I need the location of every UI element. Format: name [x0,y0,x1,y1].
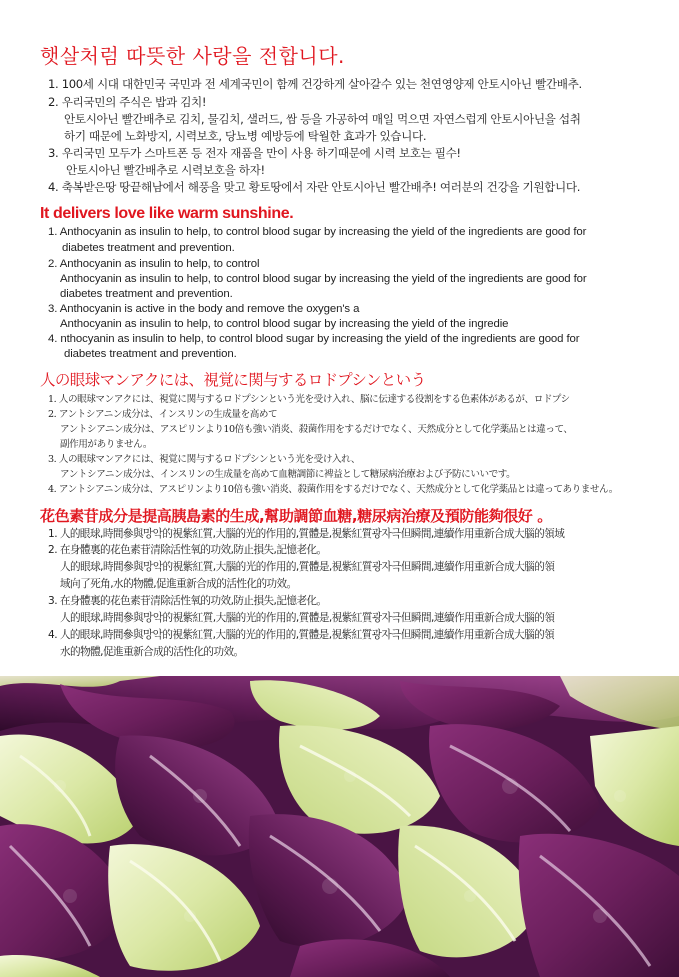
korean-line: 안토시아닌 빨간배추로 김치, 물김치, 샐러드, 쌈 등을 가공하여 매일 먹으면 자연스럽게 안토시아닌을 섭취 [64,112,581,126]
japanese-heading: 人の眼球マンアクには、視覚に関与するロドプシンという [40,371,426,389]
english-line: diabetes treatment and prevention. [60,288,233,300]
english-line: 4. nthocyanin as insulin to help, to control blood sugar by increasing the yield of the ingredients are good for [48,333,580,345]
japanese-line: アントシアニン成分は、アスピリンより10倍も強い消炎、殺菌作用をするだけでなく、天然成分として化学薬品とは違って、 [60,424,573,435]
japanese-line: 副作用がありません。 [60,439,153,450]
japanese-line: 4. アントシアニン成分は、アスピリンより10倍も強い消炎、殺菌作用をするだけでなく、天然成分として化学薬品とは違ってありません。 [48,484,618,495]
english-line: diabetes treatment and prevention. [62,242,235,254]
chinese-line: 水的物體,促進重新合成的活性化的功效。 [60,646,244,658]
japanese-line: 1. 人の眼球マンアクには、視覚に関与するロドプシンという光を受け入れ、脳に伝達する役割をする色素体があるが、ロドプシ [48,394,570,405]
english-line: 3. Anthocyanin is active in the body and remove the oxygen's a [48,303,360,315]
korean-line: 2. 우리국민의 주식은 밥과 김치! [48,95,207,109]
cabbage-leaves-photo [0,676,679,977]
chinese-line: 2. 在身體裏的花色素苷清除活性氧的功效,防止損失,記憶老化。 [48,544,327,556]
english-line: diabetes treatment and prevention. [64,348,237,360]
chinese-line: 人的眼球,時間參與망악的視紫紅質,大腦的光的作用的,質體是,視紫紅質광자극但瞬間,連續作用重新合成大腦的領 [60,612,555,624]
english-line: 2. Anthocyanin as insulin to help, to control [48,258,260,270]
korean-line: 1. 100세 시대 대한민국 국민과 전 세계국민이 함께 건강하게 살아갈수 있는 천연영양제 안토시아닌 빨간배추. [48,77,582,91]
english-heading: It delivers love like warm sunshine. [40,205,294,222]
japanese-line: アントシアニン成分は、インスリンの生成量を高めて血糖調節に裨益として糖尿病治療および予防にいいです。 [60,469,516,480]
english-line: 1. Anthocyanin as insulin to help, to control blood sugar by increasing the yield of the ingredients are good for [48,226,587,238]
english-line: Anthocyanin as insulin to help, to control blood sugar by increasing the yield of the ingredients are good for [60,273,587,285]
chinese-line: 3. 在身體裏的花色素苷清除活性氧的功效,防止損失,記憶老化。 [48,595,327,607]
japanese-line: 3. 人の眼球マンアクには、視覚に関与するロドプシンという光を受け入れ、 [48,454,360,465]
chinese-line: 域向了死角,水的物體,促進重新合成的活性化的功效。 [60,578,297,590]
korean-line: 4. 축복받은땅 땅끝해남에서 해풍을 맞고 황토땅에서 자란 안토시아닌 빨간배추! 여러분의 건강을 기원합니다. [48,180,581,194]
chinese-line: 4. 人的眼球,時間參與망악的視紫紅質,大腦的光的作用的,質體是,視紫紅質광자극但瞬間,連續作用重新合成大腦的領 [48,629,555,641]
korean-line: 안토시아닌 빨간배추로 시력보호을 하자! [66,163,265,177]
korean-line: 하기 때문에 노화방지, 시력보호, 당뇨병 예방등에 탁월한 효과가 있습니다. [64,129,427,143]
korean-heading: 햇살처럼 따뜻한 사랑을 전합니다. [40,44,345,68]
korean-line: 3. 우리국민 모두가 스마트폰 등 전자 재품을 만이 사용 하기때문에 시력 보호는 필수! [48,146,461,160]
english-line: Anthocyanin as insulin to help, to control blood sugar by increasing the yield of the ingredie [60,318,509,330]
chinese-line: 1. 人的眼球,時間參與망악的視紫紅質,大腦的光的作用的,質體是,視紫紅質광자극但瞬間,連續作用重新合成大腦的領域 [48,528,565,540]
chinese-heading: 花色素苷成分是提高胰島素的生成,幫助調節血糖,糖尿病治療及預防能夠很好 。 [40,507,552,525]
japanese-line: 2. アントシアニン成分は、インスリンの生成量を高めて [48,409,278,420]
chinese-line: 人的眼球,時間參與망악的視紫紅質,大腦的光的作用的,質體是,視紫紅質광자극但瞬間,連續作用重新合成大腦的領 [60,561,555,573]
